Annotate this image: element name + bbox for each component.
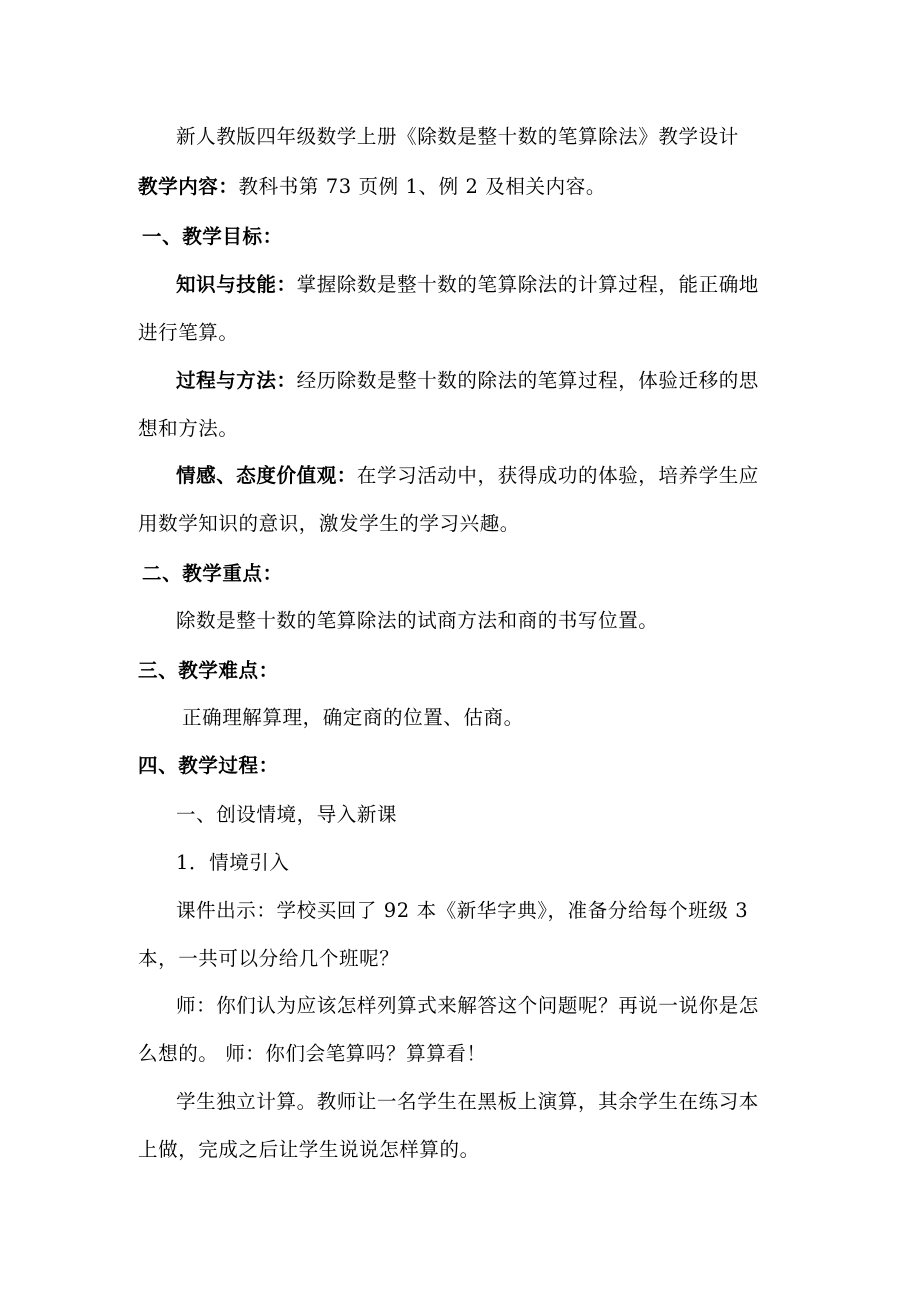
procedure-sub-1: 1．情境引入 <box>176 851 290 874</box>
content-label: 教学内容： <box>138 175 239 198</box>
paragraph-3-line-1: 学生独立计算。教师让一名学生在黑板上演算，其余学生在练习本 <box>176 1090 759 1113</box>
knowledge-line-1 <box>176 272 759 298</box>
emotion-text-1: 在学习活动中，获得成功的体验，培养学生应 <box>356 464 759 487</box>
content-line <box>138 174 606 200</box>
paragraph-1-line-2: 本，一共可以分给几个班呢？ <box>138 947 400 970</box>
process-text-1: 经历除数是整十数的除法的笔算过程，体验迁移的思 <box>296 369 759 392</box>
paragraph-2-line-2: 么想的。 师：你们会笔算吗？算算看！ <box>138 1042 487 1065</box>
difficulties-text: 正确理解算理，确定商的位置、估商。 <box>182 706 524 729</box>
content-text: 教科书第 73 页例 1、例 2 及相关内容。 <box>238 175 606 198</box>
process-text-2: 想和方法。 <box>138 417 239 440</box>
emotion-text-2: 用数学知识的意识，激发学生的学习兴趣。 <box>138 512 520 535</box>
emotion-label: 情感、态度价值观： <box>176 464 357 487</box>
knowledge-text-2: 进行笔算。 <box>138 321 239 344</box>
emotion-line-1 <box>176 463 759 489</box>
paragraph-3-line-2: 上做，完成之后让学生说说怎样算的。 <box>138 1138 480 1161</box>
process-line-1 <box>176 368 759 394</box>
difficulties-heading: 三、教学难点： <box>138 659 279 682</box>
procedure-heading: 四、教学过程： <box>138 754 279 777</box>
key-points-text: 除数是整十数的笔算除法的试商方法和商的书写位置。 <box>176 609 659 632</box>
procedure-step-1: 一、创设情境，导入新课 <box>176 803 398 826</box>
paragraph-1-line-1: 课件出示：学校买回了 92 本《新华字典》，准备分给每个班级 3 <box>176 899 749 922</box>
paragraph-2-line-1: 师：你们认为应该怎样列算式来解答这个问题呢？再说一说你是怎 <box>176 994 759 1017</box>
objectives-heading: 一、教学目标： <box>142 225 283 248</box>
key-points-heading: 二、教学重点： <box>142 562 283 585</box>
process-label: 过程与方法： <box>176 369 297 392</box>
document-title: 新人教版四年级数学上册《除数是整十数的笔算除法》教学设计 <box>176 125 739 148</box>
knowledge-label: 知识与技能： <box>176 273 297 296</box>
knowledge-text-1: 掌握除数是整十数的笔算除法的计算过程，能正确地 <box>296 273 759 296</box>
